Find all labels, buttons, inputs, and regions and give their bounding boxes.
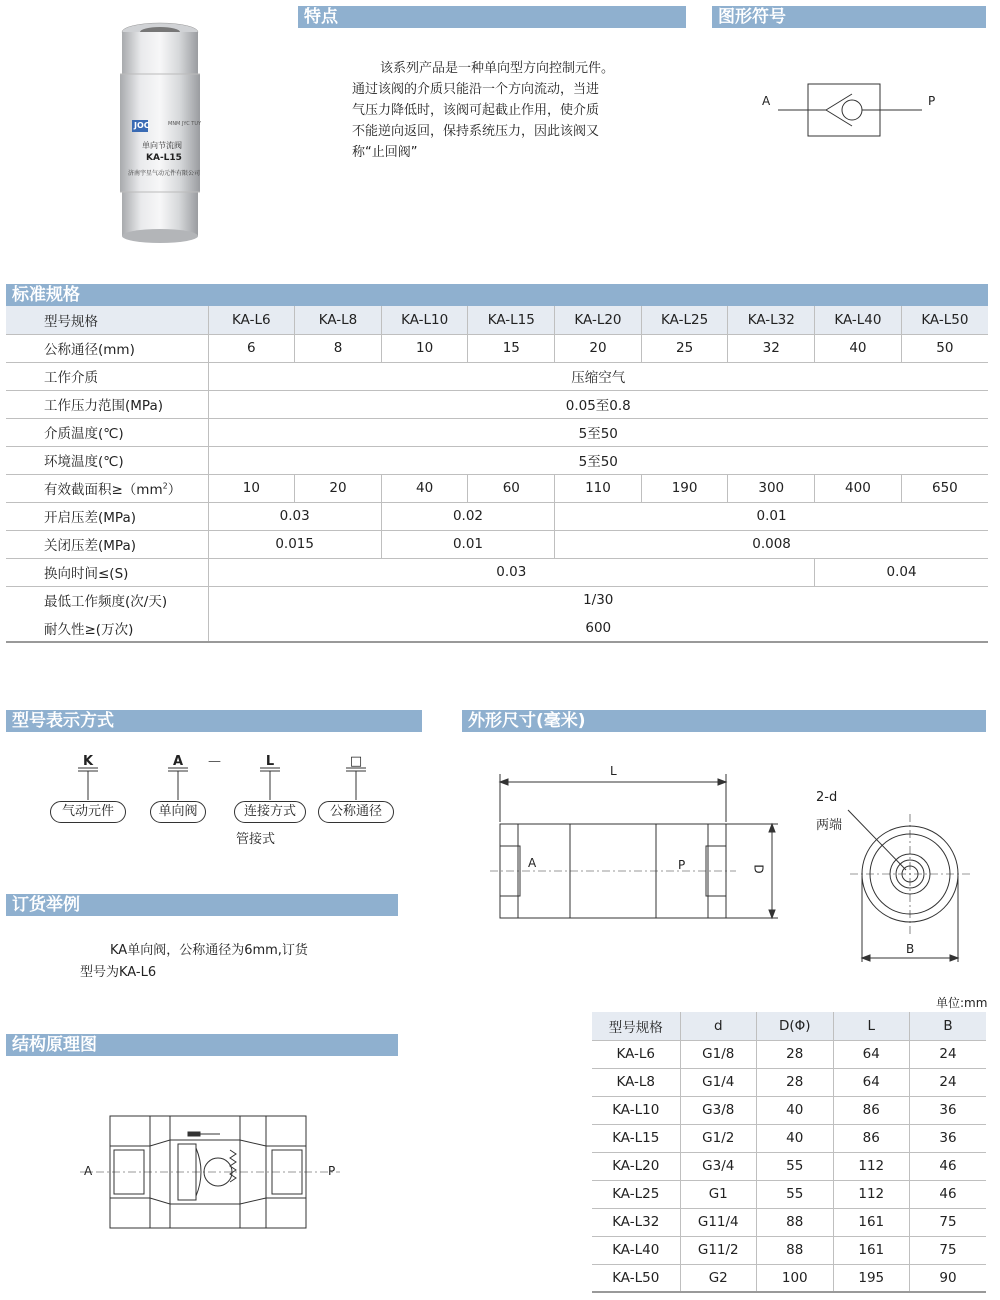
cell: KA-L20 — [592, 1152, 680, 1180]
cell: KA-L15 — [592, 1124, 680, 1152]
table-row — [592, 1012, 986, 1040]
dim-label-b: B — [906, 942, 915, 956]
table-row — [592, 1236, 986, 1264]
dim-label-l: L — [610, 764, 617, 778]
cell: 55 — [757, 1180, 834, 1208]
cell: 0.015 — [208, 530, 381, 558]
cell: KA-L25 — [592, 1180, 680, 1208]
label-brand: JOC — [134, 121, 150, 130]
features-text — [352, 58, 652, 163]
row-label: 公称通径(mm) — [6, 334, 208, 362]
cell: 112 — [833, 1152, 910, 1180]
cell: 0.03 — [208, 558, 815, 586]
structure-port-p: P — [328, 1164, 336, 1178]
cell: KA-L50 — [592, 1264, 680, 1292]
cell: KA-L10 — [592, 1096, 680, 1124]
symbol-port-p: P — [928, 94, 936, 108]
cell: 24 — [910, 1040, 987, 1068]
spec-model: KA-L40 — [815, 306, 902, 334]
features-line: 通过该阀的介质只能沿一个方向流动，当进 — [352, 82, 600, 97]
code-sub-note: 管接式 — [236, 832, 276, 847]
cell: KA-L40 — [592, 1236, 680, 1264]
table-row — [6, 334, 988, 362]
table-row — [592, 1124, 986, 1152]
table-row — [6, 614, 988, 642]
code-letter-l: L — [265, 754, 275, 769]
cell: G3/8 — [680, 1096, 757, 1124]
features-line: 气压力降低时，该阀可起截止作用，使介质 — [352, 103, 600, 118]
cell: 0.01 — [555, 502, 988, 530]
order-text — [80, 940, 380, 984]
dim-label-both-ends: 两端 — [816, 818, 843, 833]
cell: 0.01 — [381, 530, 554, 558]
row-label-text: 有效截面积≥（mm — [44, 482, 163, 498]
cell: 86 — [833, 1124, 910, 1152]
row-label: 最低工作频度(次/天) — [44, 594, 168, 611]
cell: 190 — [641, 474, 728, 502]
table-row — [6, 530, 988, 558]
cell: 40 — [757, 1124, 834, 1152]
code-letter-k: K — [82, 754, 94, 769]
cell: 60 — [468, 474, 555, 502]
code-dash: — — [208, 754, 221, 769]
row-label: 开启压差(MPa) — [6, 502, 208, 530]
cell: 64 — [833, 1040, 910, 1068]
features-line: 该系列产品是一种单向型方向控制元件。 — [380, 61, 615, 76]
cell: 5至50 — [208, 418, 988, 446]
cell: G1 — [680, 1180, 757, 1208]
cell: 0.03 — [208, 502, 381, 530]
row-label: 工作介质 — [6, 362, 208, 390]
table-row — [6, 474, 988, 502]
cell: 20 — [295, 474, 382, 502]
spec-model: KA-L20 — [555, 306, 642, 334]
row-label: 环境温度(℃) — [6, 446, 208, 474]
row-label: 耐久性≥(万次) — [6, 614, 208, 642]
section-title-model-code: 型号表示方式 — [6, 710, 422, 732]
cell: 110 — [555, 474, 642, 502]
table-row — [592, 1040, 986, 1068]
structure-diagram — [80, 1110, 350, 1234]
cell: 40 — [815, 334, 902, 362]
cell: 20 — [555, 334, 642, 362]
cell: 1/30 — [208, 586, 988, 614]
label-maker: 济南宇星气动元件有限公司 — [128, 170, 201, 177]
cell: 压缩空气 — [208, 362, 988, 390]
cell: 55 — [757, 1152, 834, 1180]
table-row — [6, 446, 988, 474]
pill-nominal-diameter: 公称通径 — [318, 801, 394, 823]
dimension-table — [592, 1012, 986, 1293]
cell: 0.008 — [555, 530, 988, 558]
table-row — [6, 502, 988, 530]
side-view-icon — [486, 760, 786, 930]
row-label-sup: 2 — [162, 481, 168, 491]
cell: 88 — [757, 1236, 834, 1264]
cell: 161 — [833, 1208, 910, 1236]
order-line: KA单向阀，公称通径为6mm,订货 — [110, 943, 308, 958]
features-line: 不能逆向返回，保持系统压力，因此该阀又 — [352, 124, 600, 139]
section-title-order: 订货举例 — [6, 894, 398, 916]
cell: 90 — [910, 1264, 987, 1292]
dim-header: L — [833, 1012, 910, 1040]
cell: 25 — [641, 334, 728, 362]
row-label: 介质温度(℃) — [6, 418, 208, 446]
cell: 46 — [910, 1152, 987, 1180]
label-name: 单向节流阀 — [142, 141, 182, 150]
cell: 75 — [910, 1236, 987, 1264]
spec-model: KA-L15 — [468, 306, 555, 334]
table-row — [6, 362, 988, 390]
table-row — [6, 306, 988, 334]
cell: 36 — [910, 1124, 987, 1152]
cell: 88 — [757, 1208, 834, 1236]
cell: 8 — [295, 334, 382, 362]
cell: G1/8 — [680, 1040, 757, 1068]
check-valve-symbol-icon — [760, 78, 940, 142]
table-row — [592, 1068, 986, 1096]
table-row — [6, 418, 988, 446]
section-title-features: 特点 — [298, 6, 686, 28]
cell: KA-L6 — [592, 1040, 680, 1068]
cell: 10 — [208, 474, 295, 502]
cell: G11/2 — [680, 1236, 757, 1264]
cell: 40 — [757, 1096, 834, 1124]
label-small-text: MNM JYC TUY — [168, 121, 202, 127]
symbol-port-a: A — [762, 94, 771, 108]
section-title-structure: 结构原理图 — [6, 1034, 398, 1056]
code-letter-a: A — [172, 754, 184, 769]
dim-header: d — [680, 1012, 757, 1040]
product-photo — [112, 22, 208, 244]
section-title-dimensions: 外形尺寸(毫米) — [462, 710, 986, 732]
dim-header: B — [910, 1012, 987, 1040]
model-code-diagram — [40, 752, 420, 852]
dim-label-a: A — [528, 856, 537, 870]
structure-port-a: A — [84, 1164, 93, 1178]
cell: G3/4 — [680, 1152, 757, 1180]
cell: 0.04 — [815, 558, 988, 586]
features-line: 称“止回阀” — [352, 145, 418, 160]
dim-unit: 单位:mm — [936, 996, 988, 1010]
spec-model: KA-L32 — [728, 306, 815, 334]
label-model: KA-L15 — [146, 153, 182, 163]
spec-model: KA-L25 — [641, 306, 728, 334]
table-row — [6, 558, 988, 586]
table-row — [592, 1208, 986, 1236]
table-row — [6, 586, 988, 614]
cell: G2 — [680, 1264, 757, 1292]
cell: 10 — [381, 334, 468, 362]
section-title-spec: 标准规格 — [6, 284, 988, 306]
dimension-drawing-side — [486, 760, 786, 930]
dim-label-d: D — [751, 864, 766, 874]
table-row — [592, 1152, 986, 1180]
cell: G1/2 — [680, 1124, 757, 1152]
cell: 112 — [833, 1180, 910, 1208]
spec-model: KA-L8 — [295, 306, 382, 334]
dim-label-p: P — [678, 858, 686, 872]
valve-photo-icon — [112, 22, 208, 244]
end-view-icon — [810, 786, 990, 966]
cell: 28 — [757, 1040, 834, 1068]
spec-model: KA-L10 — [381, 306, 468, 334]
cell: 24 — [910, 1068, 987, 1096]
check-valve-symbol — [760, 78, 940, 142]
cell: 5至50 — [208, 446, 988, 474]
spec-table — [6, 306, 988, 643]
cell: 75 — [910, 1208, 987, 1236]
spec-model: KA-L6 — [208, 306, 295, 334]
pill-pneumatic-element: 气动元件 — [50, 801, 126, 823]
row-label: 换向时间≤(S) — [6, 558, 208, 586]
cell: 400 — [815, 474, 902, 502]
cell: 300 — [728, 474, 815, 502]
cell: G1/4 — [680, 1068, 757, 1096]
dimension-drawing-end — [810, 786, 990, 966]
pill-check-valve: 单向阀 — [150, 801, 206, 823]
row-label: 工作压力范围(MPa) — [6, 390, 208, 418]
pill-connection: 连接方式 — [234, 801, 306, 823]
cell: 600 — [208, 614, 988, 642]
cell: KA-L32 — [592, 1208, 680, 1236]
cell: 36 — [910, 1096, 987, 1124]
structure-section-icon — [80, 1110, 350, 1234]
cell: 0.05至0.8 — [208, 390, 988, 418]
cell: KA-L8 — [592, 1068, 680, 1096]
cell: 86 — [833, 1096, 910, 1124]
section-title-symbol: 图形符号 — [712, 6, 986, 28]
spec-header-label: 型号规格 — [6, 306, 208, 334]
order-line: 型号为KA-L6 — [80, 965, 157, 980]
table-row — [592, 1180, 986, 1208]
cell: 50 — [901, 334, 988, 362]
cell: 40 — [381, 474, 468, 502]
cell: 650 — [901, 474, 988, 502]
row-label — [6, 474, 208, 502]
cell: 64 — [833, 1068, 910, 1096]
code-letter-box: □ — [349, 754, 363, 769]
cell: 32 — [728, 334, 815, 362]
cell: 161 — [833, 1236, 910, 1264]
cell: 15 — [468, 334, 555, 362]
dim-header: D(Φ) — [757, 1012, 834, 1040]
cell: 100 — [757, 1264, 834, 1292]
table-row — [592, 1264, 986, 1292]
dim-header: 型号规格 — [592, 1012, 680, 1040]
table-row — [592, 1096, 986, 1124]
spec-model: KA-L50 — [901, 306, 988, 334]
row-label: 关闭压差(MPa) — [6, 530, 208, 558]
cell: 0.02 — [381, 502, 554, 530]
row-label-tail: ） — [167, 482, 182, 498]
dim-label-2d: 2-d — [816, 790, 838, 805]
cell: 195 — [833, 1264, 910, 1292]
cell: 28 — [757, 1068, 834, 1096]
cell: 46 — [910, 1180, 987, 1208]
cell: G11/4 — [680, 1208, 757, 1236]
table-row — [6, 390, 988, 418]
cell: 6 — [208, 334, 295, 362]
